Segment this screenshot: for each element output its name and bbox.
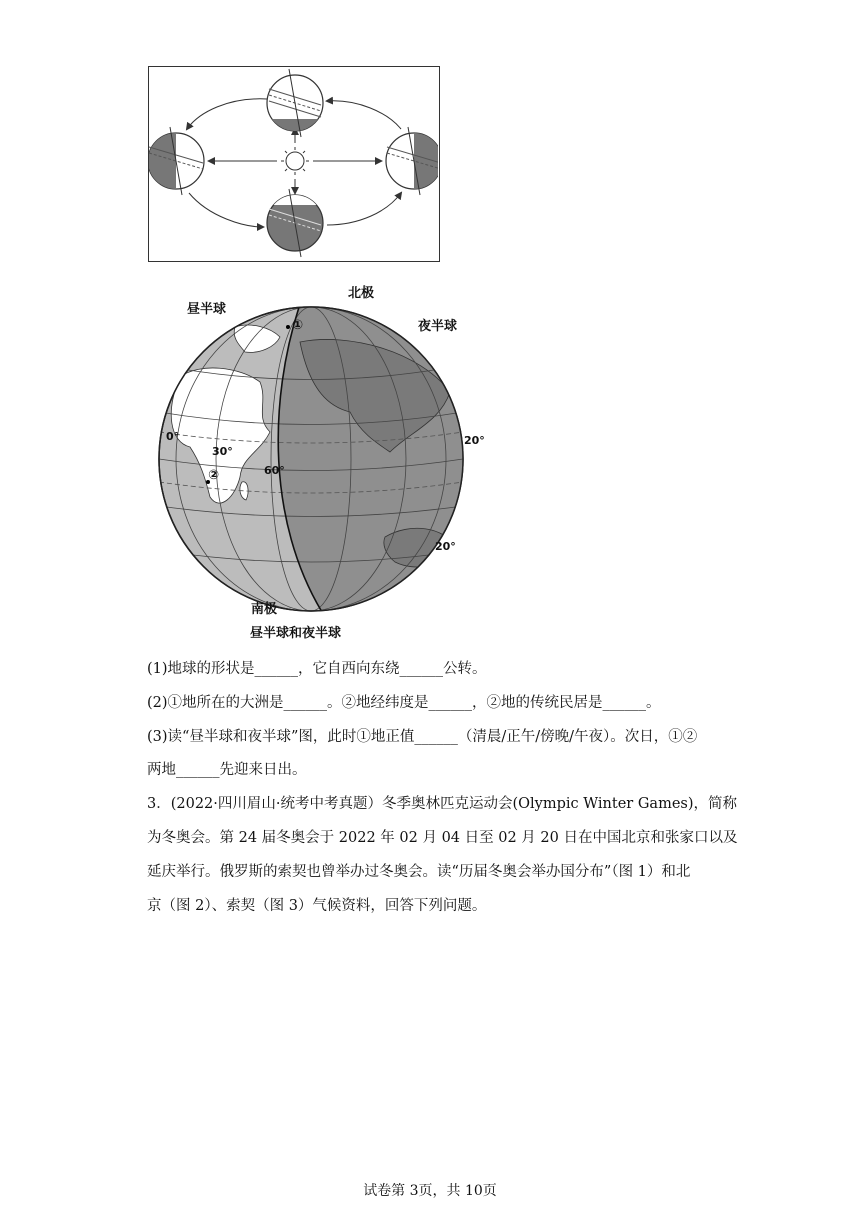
orbit-arrow-left-bottom [189,193,263,227]
orbit-arrow-top-left [187,99,267,129]
problem-3-line-3: 延庆举行。俄罗斯的索契也曾举办过冬奥会。读“历届冬奥会举办国分布”（图 1）和北 [147,864,691,880]
problem-3-line-1: 3．(2022·四川眉山·统考中考真题）冬季奥林匹克运动会(Olympic Winter Games)，简称 [147,796,738,812]
page-footer: 试卷第 3页，共 10页 [363,1183,497,1199]
deg-60-label: 60° [264,464,285,477]
question-3-line-2: 两地______先迎来日出。 [147,762,307,778]
earth-bottom [267,189,323,257]
marker-2: ② [208,468,220,483]
question-1: (1)地球的形状是______，它自西向东绕______公转。 [147,661,487,677]
sun-icon [281,147,309,175]
night-hemisphere-label: 夜半球 [418,319,458,334]
problem-3-line-2: 为冬奥会。第 24 届冬奥会于 2022 年 02 月 04 日至 02 月 20 日在中国北京和张家口以及 [147,830,738,846]
earth-right [386,127,438,195]
south-pole-label: 南极 [251,602,278,617]
figure-caption: 昼半球和夜半球 [250,626,342,641]
globe-svg [150,282,500,644]
day-night-globe-figure [150,282,500,644]
day-hemisphere-label: 昼半球 [187,302,227,317]
earth-left [149,127,204,195]
deg-30-label: 30° [212,445,233,458]
problem-3-line-4: 京（图 2）、索契（图 3）气候资料，回答下列问题。 [147,898,487,914]
deg-20-right-label: 20° [464,434,485,447]
north-pole-label: 北极 [348,286,375,301]
orbit-arrow-right-top [327,101,401,129]
orbit-arrow-bottom-right [327,193,401,225]
revolution-svg [149,67,438,260]
marker-1: ① [292,318,304,333]
earth-top [267,69,323,137]
revolution-diagram [148,66,440,262]
question-3-line-1: (3)读“昼半球和夜半球”图，此时①地正值______（清晨/正午/傍晚/午夜）。次日，①② [147,729,698,745]
deg-20-bottom-label: 20° [435,540,456,553]
question-2: (2)①地所在的大洲是______。②地经纬度是______，②地的传统民居是______。 [147,695,661,711]
deg-0-label: 0° [166,430,180,443]
